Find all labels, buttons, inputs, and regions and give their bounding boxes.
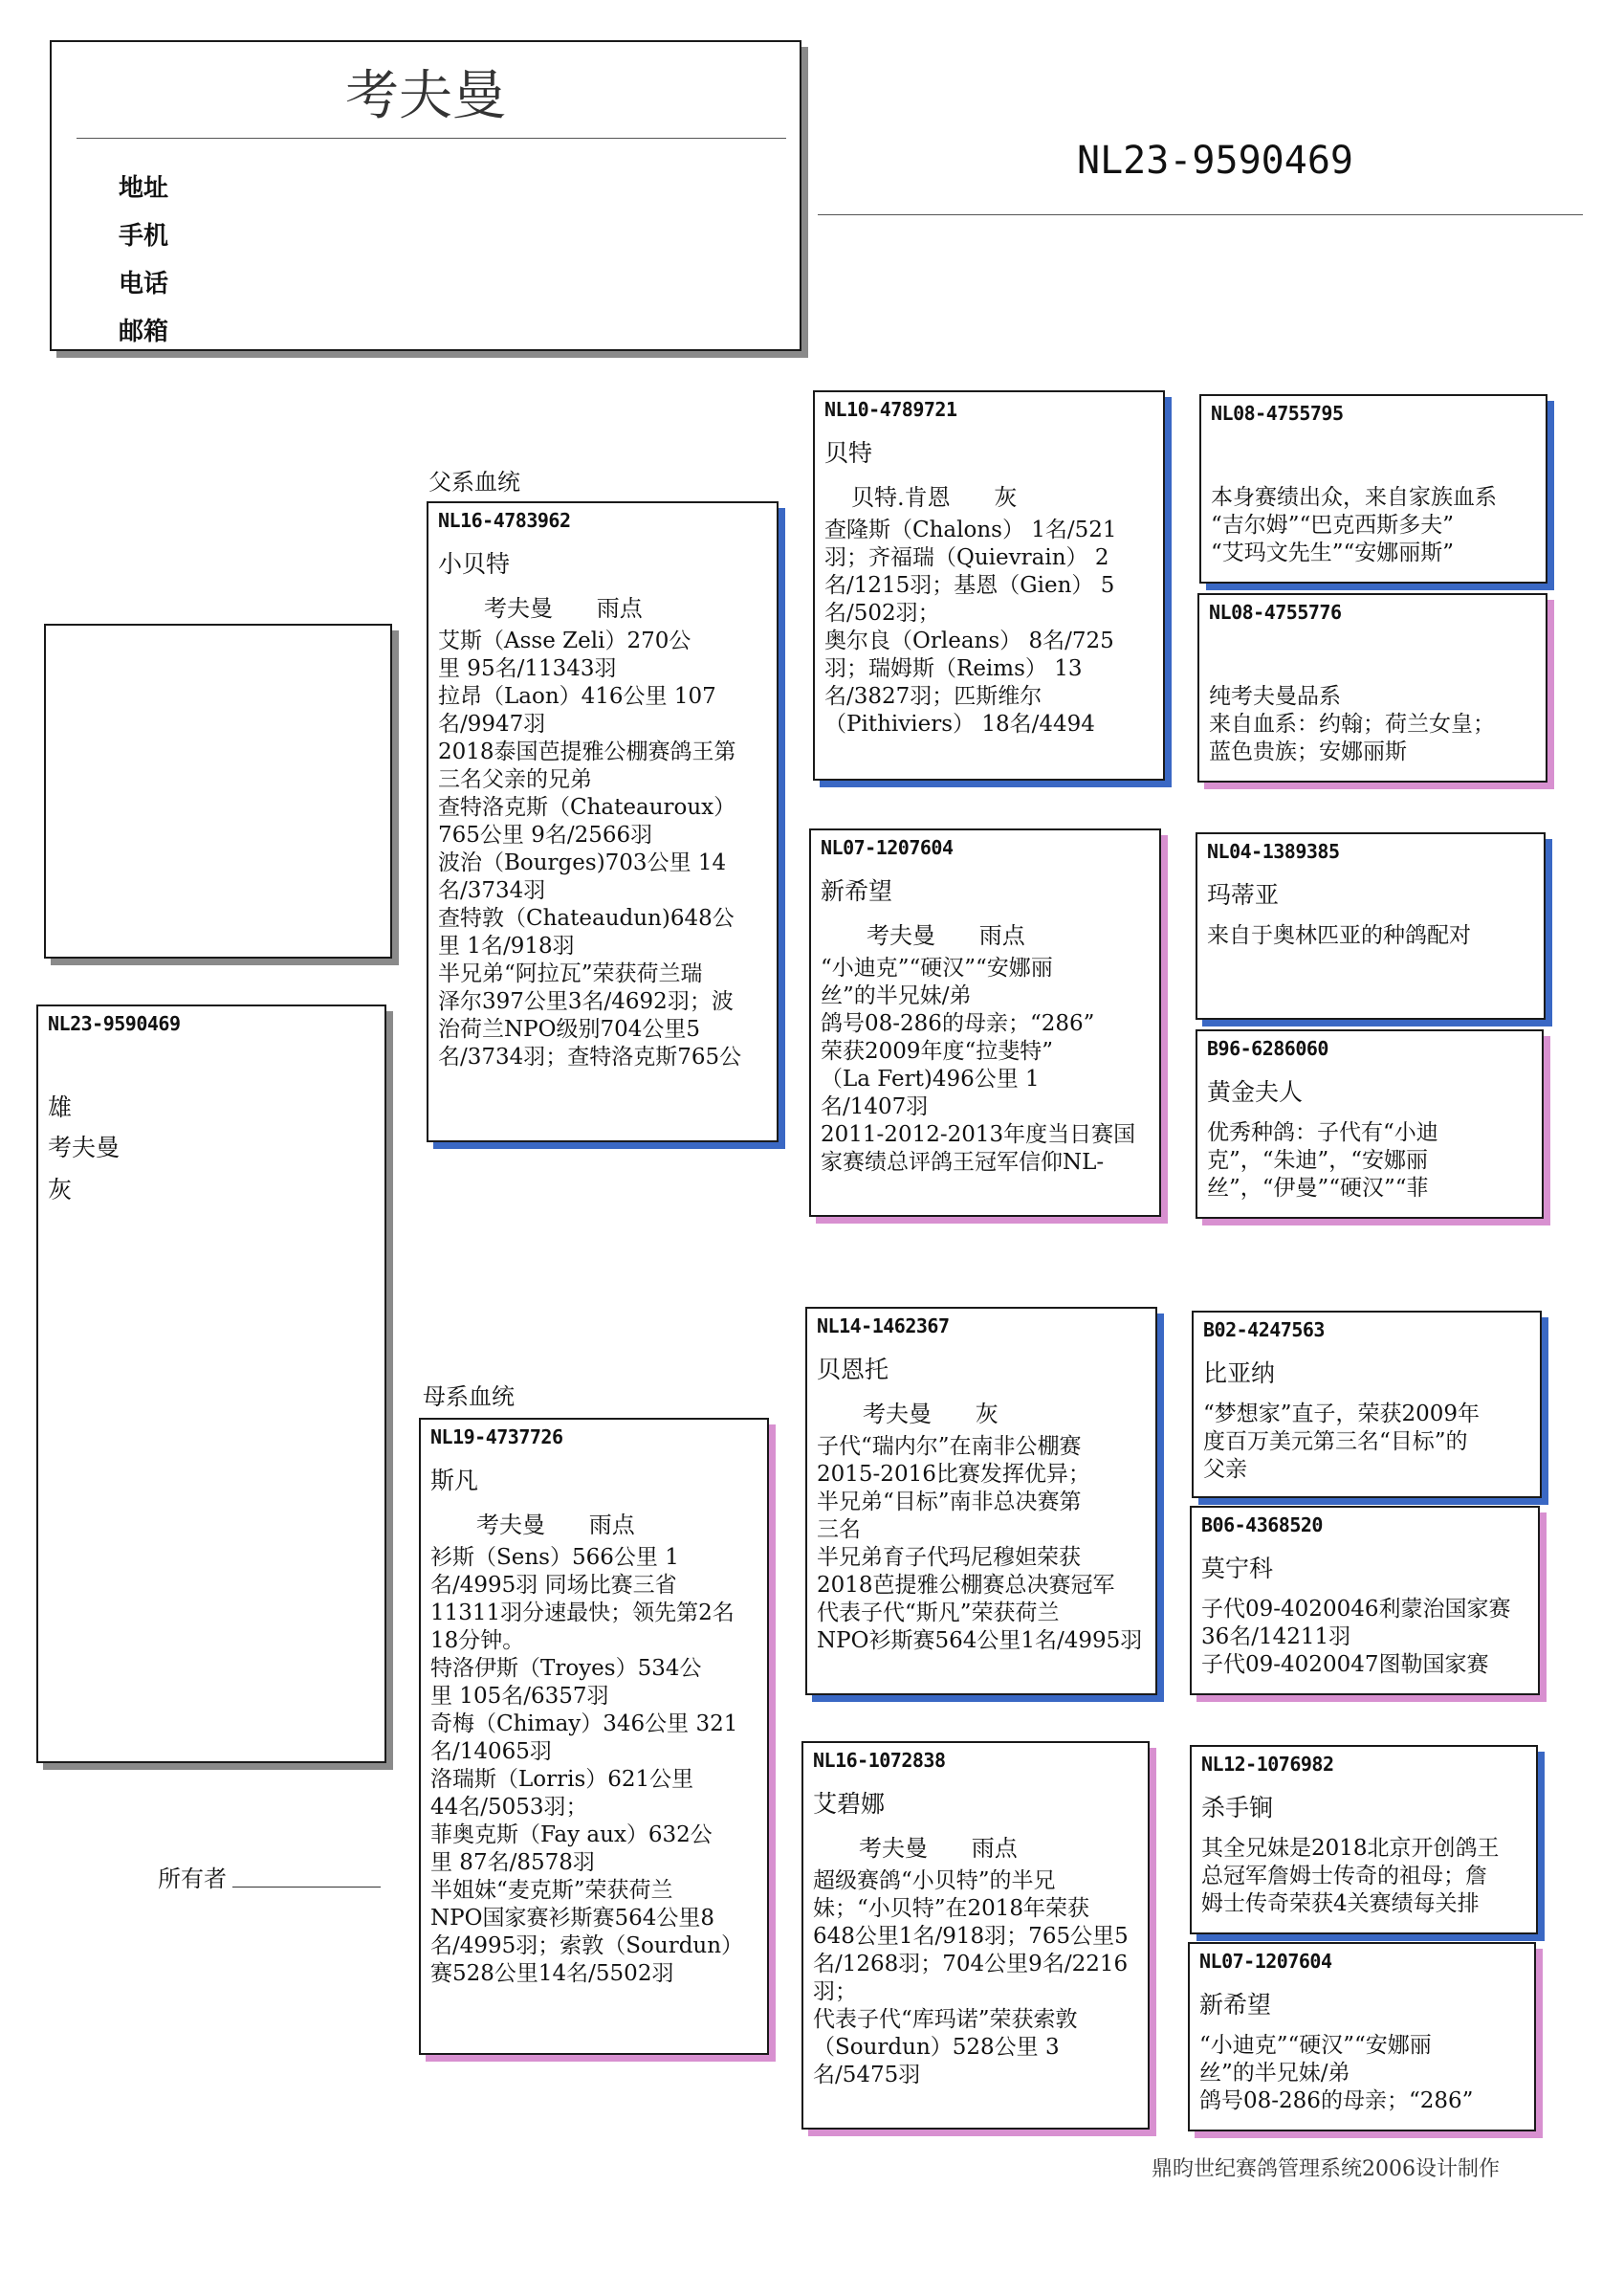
- field-email-label: 邮箱: [119, 318, 169, 346]
- pigeon-name: 玛蒂亚: [1207, 881, 1280, 909]
- pigeon-record: 本身赛绩出众，来自家族血系 “吉尔姆”“巴克西斯多夫” “艾玛文先生”“安娜丽斯”: [1211, 485, 1497, 565]
- breeder-color: 贝特.肯恩 灰: [851, 484, 1018, 511]
- owner-underline: [232, 1887, 381, 1888]
- ring-number: NL07-1207604: [1199, 1950, 1332, 1973]
- pedigree-card-dam-sire-sire: [1192, 1311, 1542, 1498]
- pigeon-record: “小迪克”“硬汉”“安娜丽 丝”的半兄妹/弟 鸽号08-286的母亲；“286” 荣获2009年度“拉斐特” （La Fert)496公里 1 名/1407羽 2011-2012-2013年度当日赛国 家赛绩总评鸽王冠军信仰NL-: [821, 956, 1136, 1175]
- ring-number: NL19-4737726: [430, 1425, 563, 1448]
- pigeon-record: 超级赛鸽“小贝特”的半兄 妹；“小贝特”在2018年荣获 648公里1名/918羽；765公里5 名/1268羽；704公里9名/2216 羽； 代表子代“库玛诺”荣获索敦 （Sourdun）528公里 3 名/5475羽: [813, 1868, 1129, 2087]
- field-address-label: 地址: [119, 174, 169, 203]
- pedigree-card-dam-sire: [805, 1307, 1157, 1695]
- photo-box: [44, 624, 392, 959]
- dam-line-label: 母系血统: [423, 1383, 515, 1410]
- pigeon-name: 杀手锏: [1201, 1794, 1274, 1821]
- pigeon-record: “小迪克”“硬汉”“安娜丽 丝”的半兄妹/弟 鸽号08-286的母亲；“286”: [1199, 2033, 1474, 2113]
- pigeon-record: 子代09-4020046利蒙治国家赛 36名/14211羽 子代09-4020047图勒国家赛: [1201, 1597, 1511, 1677]
- breeder-title: 考夫曼: [345, 65, 506, 127]
- pigeon-record: 其全兄妹是2018北京开创鸽王 总冠军詹姆士传奇的祖母；詹 姆士传奇荣获4关赛绩每关排: [1201, 1836, 1500, 1916]
- pedigree-card-dam-sire-dam: [1190, 1506, 1540, 1695]
- ring-number: NL16-4783962: [438, 509, 571, 532]
- subject-sex: 雄: [48, 1093, 73, 1121]
- header-ring-underline: [818, 214, 1583, 215]
- subject-breeder: 考夫曼: [48, 1134, 121, 1161]
- breeder-color: 考夫曼 灰: [863, 1401, 999, 1427]
- ring-number: B96-6286060: [1207, 1037, 1328, 1060]
- pigeon-name: 贝特: [824, 439, 873, 467]
- pedigree-card-sire-dam: [809, 828, 1161, 1217]
- pedigree-card-sire-sire: [813, 390, 1165, 781]
- header-ring-number: NL23-9590469: [1077, 139, 1353, 183]
- pedigree-card-sire-sire-sire: [1199, 394, 1547, 584]
- subject-color: 灰: [48, 1176, 73, 1203]
- ring-number: B02-4247563: [1203, 1318, 1325, 1341]
- ring-number: NL07-1207604: [821, 836, 954, 859]
- pigeon-name: 贝恩托: [817, 1356, 889, 1383]
- pedigree-card-sire-sire-dam: [1197, 593, 1547, 783]
- ring-number: NL04-1389385: [1207, 840, 1340, 863]
- pigeon-name: 黄金夫人: [1207, 1078, 1304, 1106]
- pigeon-name: 莫宁科: [1201, 1555, 1274, 1582]
- pedigree-card-dam-dam-sire: [1190, 1745, 1538, 1934]
- ring-number: NL12-1076982: [1201, 1753, 1334, 1776]
- pigeon-record: 查隆斯（Chalons） 1名/521 羽；齐福瑞（Quievrain） 2 名/1215羽；基恩（Gien） 5 名/502羽； 奥尔良（Orleans） 8名/725 羽；瑞姆斯（Reims） 13 名/3827羽；匹斯维尔 （Pithiviers） 18名/4494: [824, 518, 1117, 737]
- ring-number: NL10-4789721: [824, 398, 957, 421]
- breeder-color: 考夫曼 雨点: [484, 595, 643, 622]
- pedigree-card-dam: [419, 1418, 769, 2055]
- pigeon-name: 新希望: [1199, 1991, 1272, 2019]
- pigeon-record: 衫斯（Sens）566公里 1 名/4995羽 同场比赛三省 11311羽分速最快；领先第2名 18分钟。 特洛伊斯（Troyes）534公 里 105名/6357羽 奇梅（Chimay）346公里 321 名/14065羽 洛瑞斯（Lorris）621公里 44名/5053羽； 菲奥克斯（Fay aux）632公 里 87名/8578羽 半姐妹“麦克斯”荣获荷兰 NPO国家赛衫斯赛564公里8 名/4995羽；索敦（Sourdun） 赛528公里14名/5502羽: [430, 1545, 744, 1986]
- pigeon-name: 新希望: [821, 877, 893, 905]
- sire-line-label: 父系血统: [428, 469, 520, 496]
- ring-number: NL08-4755776: [1209, 601, 1342, 624]
- pedigree-card-sire-dam-sire: [1196, 832, 1546, 1020]
- ring-number: NL16-1072838: [813, 1749, 946, 1772]
- breeder-color: 考夫曼 雨点: [867, 922, 1025, 949]
- field-mobile-label: 手机: [119, 222, 169, 251]
- owner-label: 所有者: [158, 1866, 227, 1892]
- ring-number: NL08-4755795: [1211, 402, 1344, 425]
- pedigree-card-sire-dam-dam: [1196, 1029, 1544, 1219]
- pigeon-record: “梦想家”直子，荣获2009年 度百万美元第三名“目标”的 父亲: [1203, 1402, 1481, 1482]
- field-phone-label: 电话: [119, 270, 169, 298]
- pigeon-record: 艾斯（Asse Zeli）270公 里 95名/11343羽 拉昂（Laon）416公里 107 名/9947羽 2018泰国芭提雅公棚赛鸽王第 三名父亲的兄弟 查特洛克斯（Chateauroux） 765公里 9名/2566羽 波治（Bourges)703公里 14 名/3734羽 查特敦（Chateaudun)648公 里 1名/918羽 半兄弟“阿拉瓦”荣获荷兰瑞 泽尔397公里3名/4692羽；波 治荷兰NPO级别704公里5 名/3734羽；查特洛克斯765公: [438, 629, 742, 1070]
- pigeon-name: 小贝特: [438, 550, 511, 578]
- pedigree-card-sire: [427, 501, 779, 1142]
- ring-number: B06-4368520: [1201, 1513, 1323, 1536]
- pigeon-name: 艾碧娜: [813, 1790, 886, 1818]
- pigeon-record: 纯考夫曼品系 来自血系：约翰；荷兰女皇； 蓝色贵族；安娜丽斯: [1209, 684, 1495, 764]
- header-box: [50, 40, 801, 351]
- ring-number: NL14-1462367: [817, 1314, 950, 1337]
- pedigree-card-dam-dam-dam: [1188, 1942, 1536, 2131]
- pigeon-record: 来自于奥林匹亚的种鸽配对: [1207, 923, 1471, 948]
- pigeon-name: 比亚纳: [1203, 1359, 1276, 1387]
- pigeon-name: 斯凡: [430, 1467, 479, 1494]
- pigeon-record: 优秀种鸽：子代有“小迪 克”，“朱迪”，“安娜丽 丝”，“伊曼”“硬汉”“菲: [1207, 1120, 1438, 1201]
- pigeon-record: 子代“瑞内尔”在南非公棚赛 2015-2016比赛发挥优异； 半兄弟“目标”南非总决赛第 三名 半兄弟育子代玛尼穆妲荣获 2018芭提雅公棚赛总决赛冠军 代表子代“斯凡”荣获荷兰 NPO衫斯赛564公里1名/4995羽: [817, 1434, 1143, 1653]
- header-divider: [77, 138, 786, 139]
- pedigree-card-dam-dam: [801, 1741, 1150, 2130]
- footer-credit: 鼎昀世纪赛鸽管理系统2006设计制作: [1152, 2157, 1500, 2181]
- breeder-color: 考夫曼 雨点: [476, 1512, 635, 1538]
- subject-box: [36, 1004, 386, 1763]
- breeder-color: 考夫曼 雨点: [859, 1835, 1018, 1862]
- subject-ring: NL23-9590469: [48, 1012, 181, 1035]
